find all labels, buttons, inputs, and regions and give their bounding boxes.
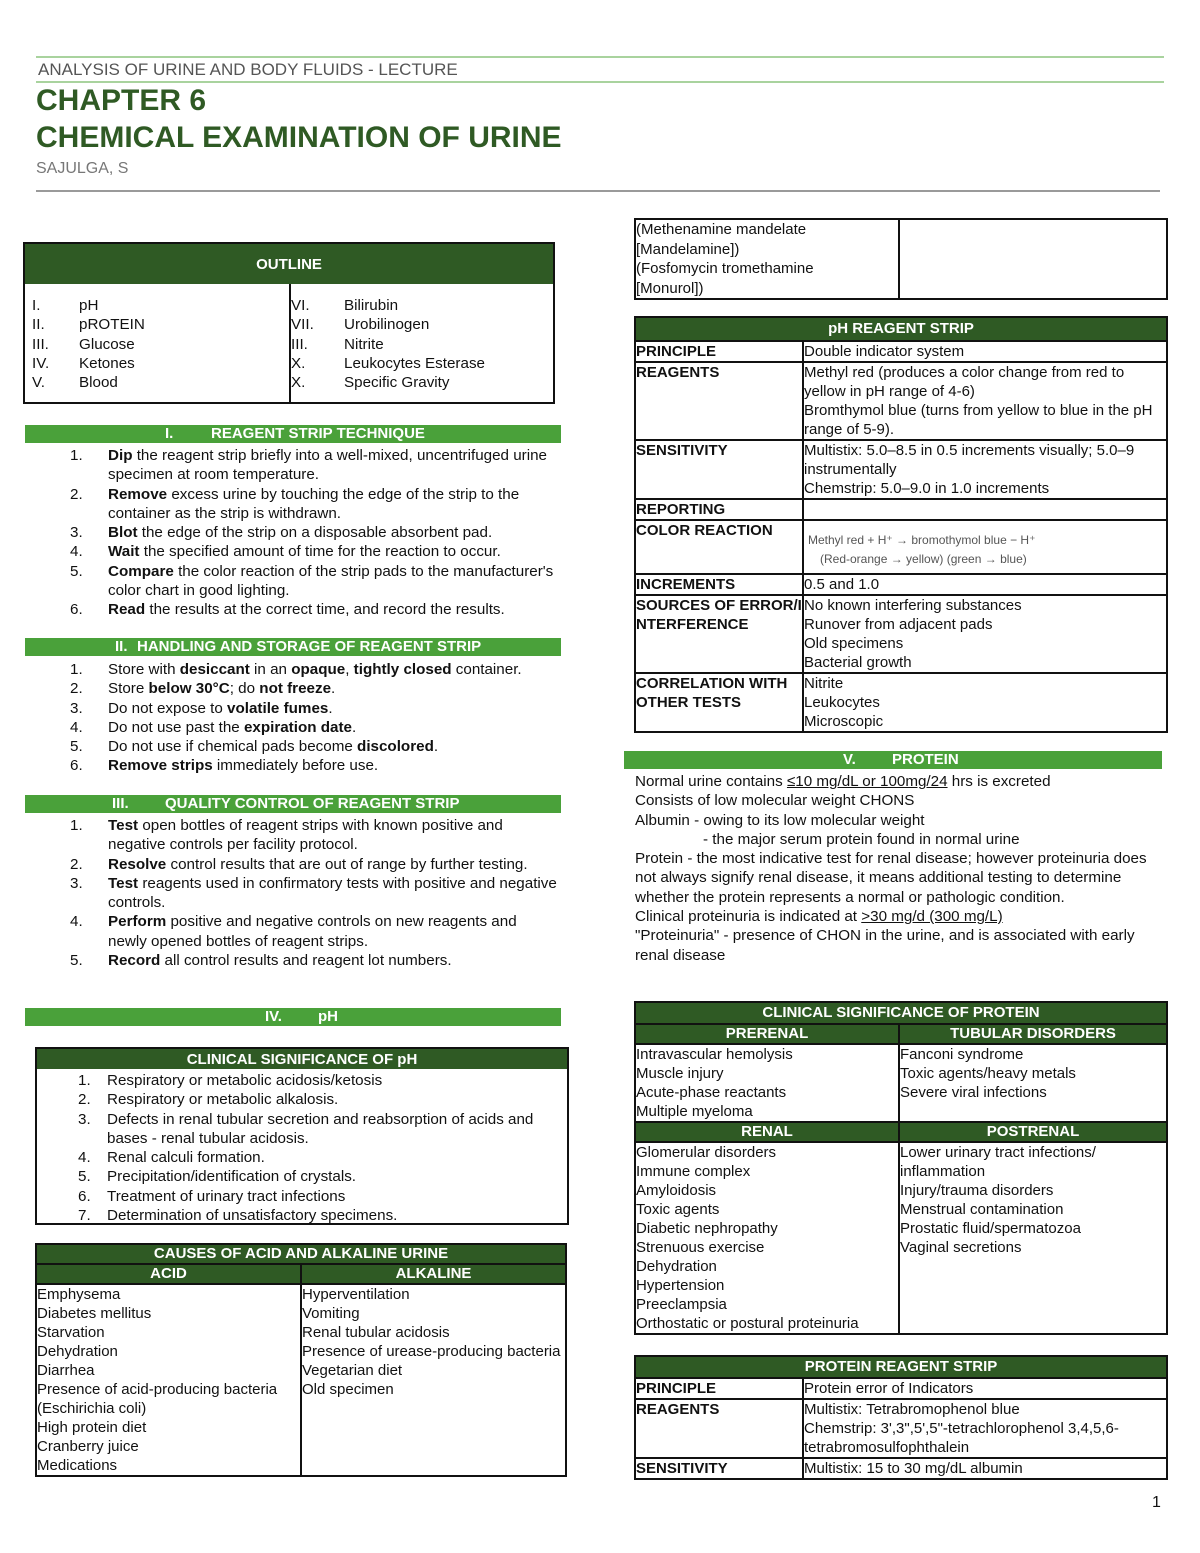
alkaline-cause: Vegetarian diet [302,1362,403,1379]
postrenal-item: Menstrual contamination [900,1201,1064,1218]
list-item [36,1187,556,1206]
course-title: ANALYSIS OF URINE AND BODY FLUIDS - LECTURE [38,60,458,79]
acid-cause: Presence of acid-producing bacteria (Eschirichia coli) [37,1381,278,1417]
continued-line: (Fosfomycin tromethamine [Monurol]) [636,260,814,297]
item-number: 4. [70,913,83,931]
item-number: 2. [70,680,83,698]
outline-number: VI. [291,297,310,314]
ph-clinical-list [36,1071,556,1225]
postrenal-cell [899,1142,1167,1334]
item-number: 4. [70,718,83,736]
list-item [28,523,558,542]
protein-sensitivity-label: SENSITIVITY [635,1458,803,1479]
renal-item: Toxic agents [636,1201,720,1218]
ph-reagents-value [803,362,1167,440]
item-text: Respiratory or metabolic acidosis/ketosis [107,1072,383,1089]
ph-principle-label: PRINCIPLE [635,341,803,362]
item-text: the results at the correct time, and record the results. [145,601,505,619]
outline-number: V. [32,374,45,392]
item-text: . [351,718,357,736]
continued-line: (Methenamine mandelate [Mandelamine]) [636,221,807,258]
item-number: 5. [70,738,83,756]
color-reaction-equation: Methyl red + H⁺ → bromothymol blue − H⁺ [808,533,1036,547]
item-text: reagents used in confirmatory tests with positive and negative controls. [108,874,557,912]
acid-header: ACID [36,1264,301,1284]
value-line: Chemstrip: 5.0–9.0 in 1.0 increments [804,480,1050,497]
item-text: all control results and reagent lot numbers. [160,952,452,970]
item-number: 6. [70,757,83,775]
value-line: Methyl red (produces a color change from red to yellow in pH range of 4-6) [804,364,1125,400]
section-number: I. [165,425,174,442]
list-item [28,951,558,970]
postrenal-item: Vaginal secretions [900,1239,1022,1256]
alkaline-cause: Presence of urease-producing bacteria [302,1343,561,1360]
continued-table [634,218,1168,300]
list-item [36,1071,556,1090]
item-keyword: Test [108,874,139,892]
item-keyword: not freeze [259,680,332,698]
tubular-item: Toxic agents/heavy metals [900,1065,1076,1082]
item-text: the reagent strip briefly into a well-mixed, uncentrifuged urine specimen at room temperature. [108,447,547,484]
acid-cause: Cranberry juice [37,1438,139,1455]
postrenal-item: Lower urinary tract infections/ inflammation [900,1144,1096,1180]
renal-item: Strenuous exercise [636,1239,765,1256]
protein-strip-table [634,1355,1168,1480]
renal-item: Dehydration [636,1258,717,1275]
protein-reagents-label: REAGENTS [635,1399,803,1458]
list-item [36,1148,556,1167]
ph-reporting-label: REPORTING [635,499,803,520]
protein-clinical-title: CLINICAL SIGNIFICANCE OF PROTEIN [635,1002,1167,1024]
item-keyword: below 30°C [148,680,230,698]
item-text: container. [451,661,522,678]
item-text: Store [108,680,149,698]
acid-alkaline-title: CAUSES OF ACID AND ALKALINE URINE [36,1244,566,1264]
list-item [28,874,558,913]
item-text: excess urine by touching the edge of the strip to the container as the strip is withdrawn. [108,485,520,522]
list-item [28,485,558,524]
prerenal-cell [635,1044,899,1122]
ph-increments-label: INCREMENTS [635,574,803,595]
item-number: 4. [78,1149,91,1167]
value-line: Multistix: Tetrabromophenol blue [804,1401,1020,1418]
ph-clinical-title: CLINICAL SIGNIFICANCE OF pH [37,1049,567,1069]
section-number: IV. [265,1008,282,1025]
item-text: Do not expose to [108,699,228,717]
item-text: open bottles of reagent strips with known positive and negative controls per facility protocol. [108,817,503,854]
color-reaction-colors: (Red-orange → yellow) (green → blue) [820,552,1027,566]
ph-correlation-label: CORRELATION WITH OTHER TESTS [635,673,803,732]
text: hrs is excreted [947,773,1051,790]
ph-strip-title: pH REAGENT STRIP [635,317,1167,341]
header-sub-rule [36,81,1164,83]
section-title: HANDLING AND STORAGE OF REAGENT STRIP [137,638,482,655]
protein-clinical-table [634,1001,1168,1335]
protein-proteinuria: "Proteinuria" - presence of CHON in the urine, and is associated with early renal disease [635,927,1135,964]
prerenal-item: Muscle injury [636,1065,724,1082]
outline-label: Glucose [79,335,135,353]
outline-label: pROTEIN [79,316,145,334]
item-number: 1. [70,661,83,678]
list-item [28,855,558,874]
item-keyword: Record [108,952,161,970]
ph-reagents-label: REAGENTS [635,362,803,440]
item-keyword: desiccant [179,661,250,678]
error-source: Old specimens [804,635,904,652]
section-band-protein [624,751,1162,769]
tubular-item: Fanconi syndrome [900,1046,1024,1063]
protein-principle-label: PRINCIPLE [635,1378,803,1399]
renal-item: Hypertension [636,1277,725,1294]
item-text: Precipitation/identification of crystals. [107,1168,357,1186]
item-number: 5. [70,952,83,970]
section-band-quality [25,795,561,813]
item-keyword: tightly closed [353,661,452,678]
item-number: 1. [70,447,83,464]
section-number: III. [112,795,129,812]
error-source: Bacterial growth [804,654,912,671]
alkaline-header: ALKALINE [301,1264,566,1284]
ph-sensitivity-value [803,440,1167,499]
tubular-item: Severe viral infections [900,1084,1047,1101]
acid-cause: Diabetes mellitus [37,1305,152,1322]
prerenal-header: PRERENAL [635,1024,899,1044]
list-item [28,679,558,698]
outline-label: Leukocytes Esterase [344,354,485,372]
header-top-rule [36,56,1164,58]
outline-number: X. [291,374,306,392]
item-number: 6. [78,1187,91,1205]
outline-label: pH [79,297,99,314]
acid-alkaline-table [35,1243,567,1477]
item-keyword: opaque [291,661,346,678]
ph-color-reaction-label: COLOR REACTION [635,520,803,574]
alkaline-cause: Old specimen [302,1381,394,1398]
error-source: No known interfering substances [804,597,1022,614]
protein-reagents-value [803,1399,1167,1458]
list-item [28,542,558,561]
list-item [36,1090,556,1109]
ph-sources-label: SOURCES OF ERROR/INTERFERENCE [635,595,803,673]
outline-label: Nitrite [344,335,384,353]
item-text: ; do [229,680,260,698]
item-text: . [328,699,333,717]
list-item [28,912,558,951]
list-item [28,446,558,485]
prerenal-item: Intravascular hemolysis [636,1046,793,1063]
acid-cause: Diarrhea [37,1362,95,1379]
item-text: . [331,680,336,698]
item-text: immediately before use. [212,757,379,775]
item-text: the color reaction of the strip pads to the manufacturer's color chart in good lighting. [108,562,554,600]
item-keyword: Perform [108,913,167,931]
item-keyword: Remove strips [108,757,213,775]
item-number: 2. [70,485,83,503]
prerenal-item: Acute-phase reactants [636,1084,787,1101]
item-keyword: Blot [108,524,138,542]
outline-number: III. [32,335,49,353]
outline-number: X. [291,354,306,372]
handling-list [28,660,558,776]
item-number: 6. [70,601,83,619]
postrenal-item: Prostatic fluid/spermatozoa [900,1220,1081,1237]
underlined-value: ≤10 mg/dL or 100mg/24 [786,773,948,790]
list-item [28,756,558,775]
outline-number: VII. [291,316,314,334]
acid-cause: Starvation [37,1324,105,1341]
renal-header: RENAL [635,1122,899,1142]
item-keyword: Wait [108,543,140,561]
section-number: V. [843,751,856,768]
ph-color-reaction-value [803,520,1167,574]
page-number: 1 [1152,1494,1161,1511]
acid-cause: High protein diet [37,1419,147,1436]
alkaline-cause: Renal tubular acidosis [302,1324,450,1341]
outline-number: III. [291,335,308,353]
item-number: 3. [70,699,83,717]
technique-list [28,446,558,620]
renal-item: Diabetic nephropathy [636,1220,778,1237]
item-keyword: Test [108,817,139,834]
protein-albumin: Albumin - owing to its low molecular weight [635,811,925,829]
item-text: Do not use if chemical pads become [108,738,358,756]
ph-reporting-value [803,499,1167,520]
item-number: 2. [78,1091,91,1109]
item-text: control results that are out of range by further testing. [166,855,528,873]
list-item [28,699,558,718]
outline-number: I. [32,297,41,314]
item-keyword: Dip [108,447,133,464]
acid-causes-cell [36,1284,301,1476]
continued-cell [635,219,899,299]
item-number: 5. [78,1168,91,1186]
protein-principle-value: Protein error of Indicators [803,1378,1167,1399]
item-text: Respiratory or metabolic alkalosis. [107,1091,339,1109]
outline-label: Bilirubin [344,297,399,314]
outline-label: Urobilinogen [344,316,430,334]
value-line: Multistix: 5.0–8.5 in 0.5 increments visually; 5.0–9 instrumentally [804,442,1135,478]
item-number: 2. [70,855,83,873]
item-text: in an [249,661,292,678]
item-text: Determination of unsatisfactory specimens. [107,1207,398,1225]
item-keyword: discolored [357,738,434,756]
item-text: positive and negative controls on new reagents and newly opened bottles of reagent strips. [108,913,517,950]
section-title: PROTEIN [892,751,959,768]
section-band-ph [25,1008,561,1026]
acid-cause: Medications [37,1457,118,1474]
renal-item: Amyloidosis [636,1182,717,1199]
item-number: 4. [70,543,83,561]
section-title: REAGENT STRIP TECHNIQUE [211,425,425,442]
outline-label: Blood [79,374,118,392]
item-text: Defects in renal tubular secretion and reabsorption of acids and bases - renal tubular acidosis. [107,1110,534,1147]
item-text: the edge of the strip on a disposable absorbent pad. [137,524,493,542]
item-keyword: expiration date [243,718,352,736]
alkaline-causes-cell [301,1284,566,1476]
header-bottom-rule [36,190,1160,192]
list-item [28,600,558,619]
protein-sensitivity-value: Multistix: 15 to 30 mg/dL albumin [803,1458,1167,1479]
item-number: 3. [78,1110,91,1128]
list-item [36,1206,556,1225]
item-text: Do not use past the [108,718,244,736]
list-item [36,1110,556,1149]
item-number: 3. [70,524,83,542]
item-number: 3. [70,874,83,892]
quality-list [28,816,558,970]
postrenal-item: Injury/trauma disorders [900,1182,1054,1199]
section-band-technique [25,425,561,443]
item-number: 7. [78,1207,91,1225]
renal-item: Preeclampsia [636,1296,727,1313]
item-keyword: volatile fumes [227,699,329,717]
item-text: Renal calculi formation. [107,1149,265,1167]
ph-sensitivity-label: SENSITIVITY [635,440,803,499]
outline-label: Ketones [79,354,135,372]
item-text: , [345,661,354,678]
protein-clinical [635,907,1160,926]
tubular-header: TUBULAR DISORDERS [899,1024,1167,1044]
author: SAJULGA, S [36,160,129,177]
list-item [28,816,558,855]
protein-strip-title: PROTEIN REAGENT STRIP [635,1356,1167,1378]
chapter-number: CHAPTER 6 [36,84,207,117]
item-text: Store with [108,661,180,678]
correlated-test: Leukocytes [804,694,880,711]
section-number: II. [115,638,128,655]
section-title: pH [318,1008,338,1025]
section-band-handling [25,638,561,656]
continued-empty-cell [899,219,1167,299]
acid-cause: Emphysema [37,1286,121,1303]
postrenal-header: POSTRENAL [899,1122,1167,1142]
list-item [28,737,558,756]
item-number: 5. [70,562,83,580]
item-text: the specified amount of time for the reaction to occur. [139,543,501,561]
alkaline-cause: Vomiting [302,1305,360,1322]
list-item [28,718,558,737]
item-keyword: Read [108,601,146,619]
ph-principle-value: Double indicator system [803,341,1167,362]
ph-increments-value: 0.5 and 1.0 [803,574,1167,595]
renal-item: Glomerular disorders [636,1144,777,1161]
value-line: Bromthymol blue (turns from yellow to blue in the pH range of 5-9). [804,402,1153,438]
text: Normal urine contains [635,773,787,790]
renal-item: Orthostatic or postural proteinuria [636,1315,859,1332]
ph-strip-table [634,316,1168,733]
section-title: QUALITY CONTROL OF REAGENT STRIP [165,795,460,812]
error-source: Runover from adjacent pads [804,616,993,633]
renal-item: Immune complex [636,1163,751,1180]
outline-number: IV. [32,354,50,372]
list-item [36,1167,556,1186]
correlated-test: Nitrite [804,675,844,692]
acid-cause: Dehydration [37,1343,118,1360]
item-number: 1. [78,1072,91,1089]
outline-label: Specific Gravity [344,374,450,392]
protein-normal [635,772,1160,791]
protein-indicative: Protein - the most indicative test for renal disease; however proteinuria does not always signify renal disease, it means additional testing to determine whether the protein represents a normal or pathologic condition. [635,850,1147,906]
protein-chons: Consists of low molecular weight CHONS [635,792,915,810]
item-number: 1. [70,817,83,834]
underlined-value: >30 mg/d (300 mg/L) [861,908,1003,926]
protein-albumin-note: - the major serum protein found in normal urine [703,830,1020,848]
item-text: . [433,738,439,756]
item-keyword: Resolve [108,855,167,873]
item-text: Treatment of urinary tract infections [107,1187,346,1205]
tubular-cell [899,1044,1167,1122]
item-keyword: Compare [108,562,174,580]
alkaline-cause: Hyperventilation [302,1286,410,1303]
protein-text [635,772,1160,965]
outline-title: OUTLINE [25,244,553,284]
ph-sources-value [803,595,1167,673]
correlated-test: Microscopic [804,713,884,730]
text: Clinical proteinuria is indicated at [635,908,862,926]
prerenal-item: Multiple myeloma [636,1103,753,1120]
ph-correlation-value [803,673,1167,732]
outline-number: II. [32,316,45,334]
item-keyword: Remove [108,485,168,503]
renal-cell [635,1142,899,1334]
value-line: Chemstrip: 3',3",5',5"-tetrachlorophenol 3,4,5,6-tetrabromosulfophthalein [804,1420,1119,1456]
chapter-title: CHEMICAL EXAMINATION OF URINE [36,121,562,154]
list-item [28,660,558,679]
list-item [28,562,558,601]
